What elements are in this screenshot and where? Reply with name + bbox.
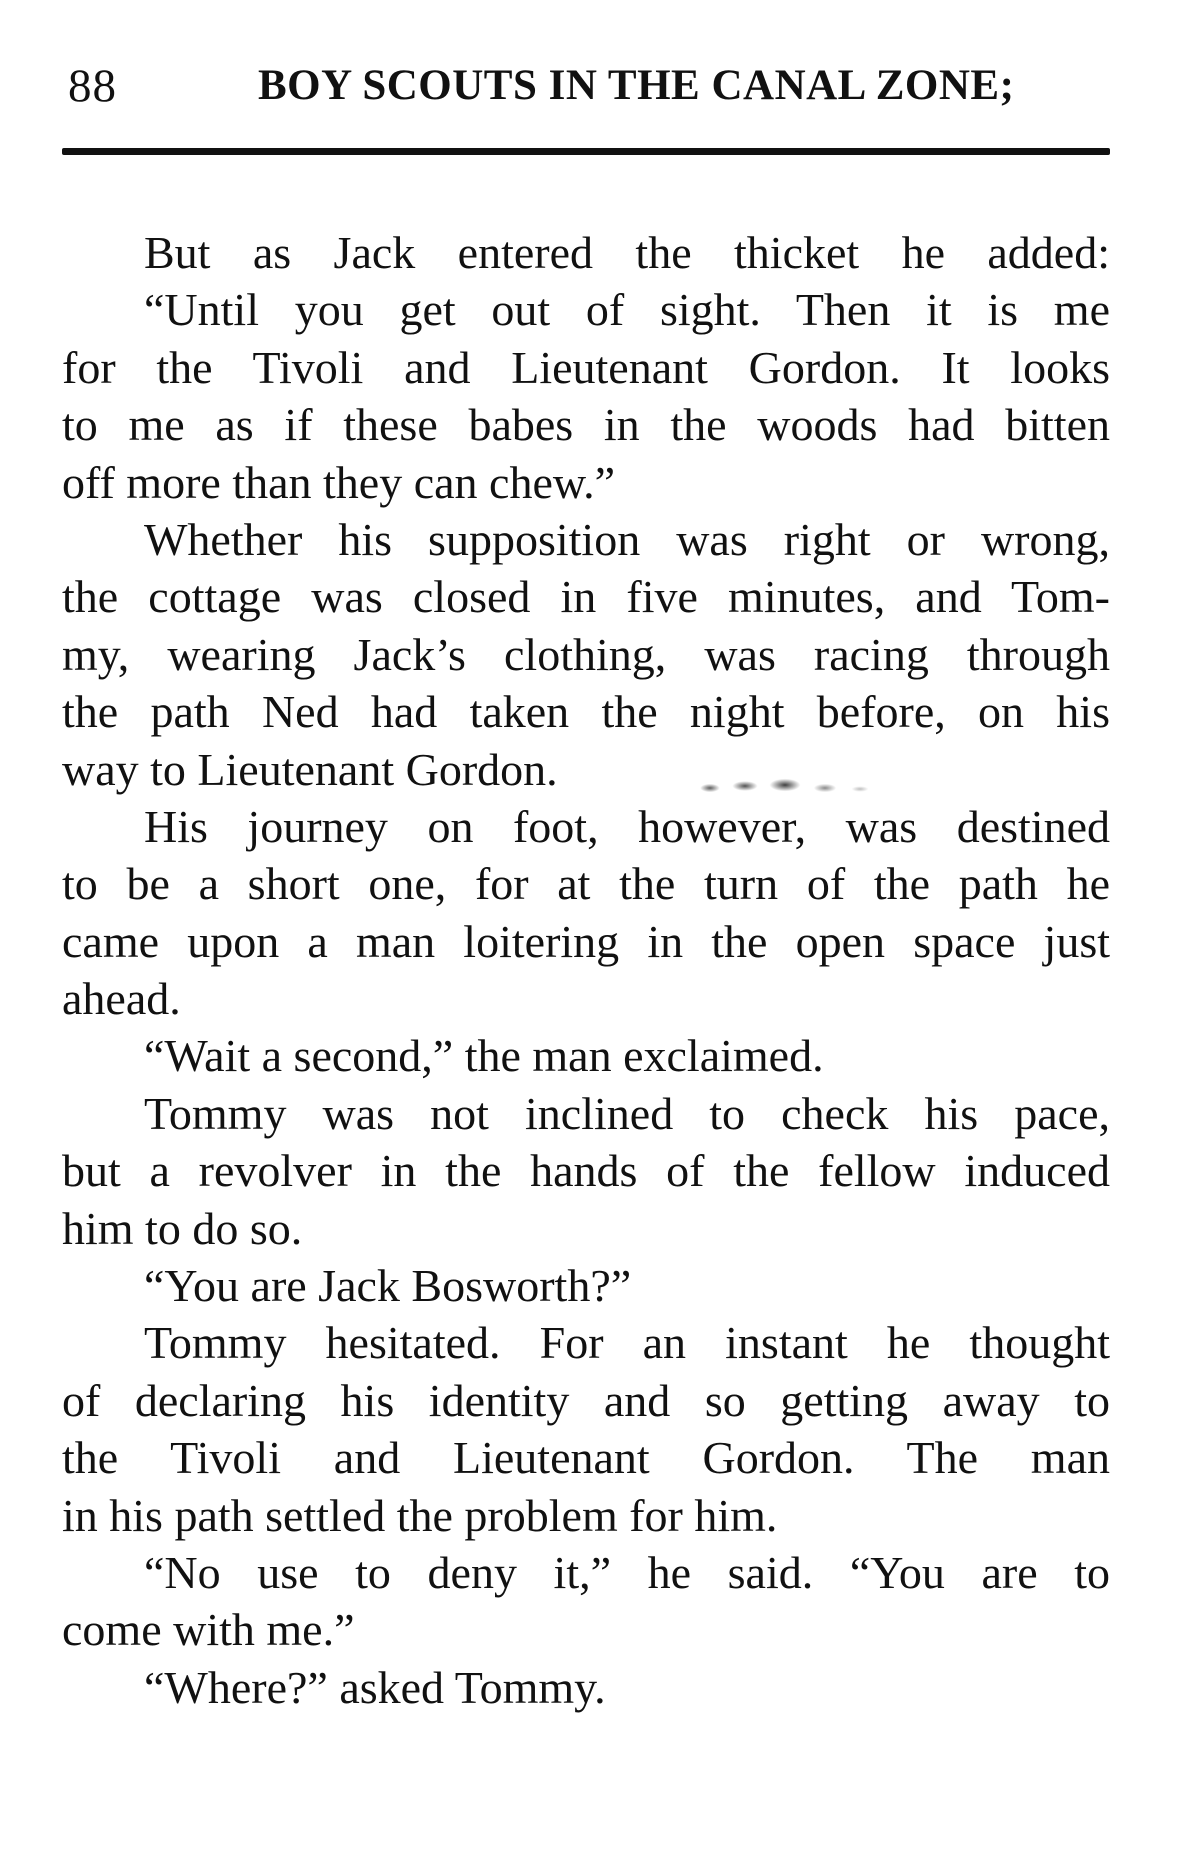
body-text (62, 224, 1110, 1716)
text-line: come with me.” (62, 1604, 355, 1656)
text-line: to be a short one, for at the turn of the path he (62, 858, 1110, 910)
text-line: but a revolver in the hands of the fellow induced (62, 1145, 1110, 1197)
running-title: BOY SCOUTS IN THE CANAL ZONE; (258, 62, 1015, 109)
text-line: for the Tivoli and Lieutenant Gordon. It looks (62, 341, 1110, 393)
page-number: 88 (68, 60, 117, 112)
text-line: my, wearing Jack’s clothing, was racing through (62, 628, 1110, 680)
running-head (68, 56, 1108, 116)
text-line: Tommy hesitated. For an instant he thought (144, 1317, 1110, 1369)
text-line: “No use to deny it,” he said. “You are to (144, 1546, 1110, 1598)
text-line: “Wait a second,” the man exclaimed. (144, 1030, 824, 1082)
text-line: to me as if these babes in the woods had bitten (62, 399, 1110, 451)
text-line: him to do so. (62, 1202, 303, 1254)
text-line: His journey on foot, however, was destined (144, 800, 1110, 852)
text-line: But as Jack entered the thicket he added: (144, 227, 1110, 278)
text-line: in his path settled the problem for him. (62, 1489, 778, 1541)
text-line: off more than they can chew.” (62, 456, 616, 508)
text-line: the path Ned had taken the night before, on his (62, 686, 1110, 738)
text-line: “Where?” asked Tommy. (144, 1661, 606, 1713)
text-line: ahead. (62, 973, 181, 1025)
text-line: Tommy was not inclined to check his pace, (144, 1087, 1110, 1139)
ink-smudge (690, 776, 880, 798)
text-line: Whether his supposition was right or wrong, (144, 513, 1110, 565)
text-line: “Until you get out of sight. Then it is me (144, 284, 1110, 336)
text-line: “You are Jack Bosworth?” (144, 1260, 632, 1312)
text-line: of declaring his identity and so getting away to (62, 1374, 1110, 1426)
text-line: came upon a man loitering in the open space just (62, 915, 1110, 967)
header-rule (62, 148, 1110, 155)
text-line: the Tivoli and Lieutenant Gordon. The man (62, 1432, 1110, 1484)
text-line: the cottage was closed in five minutes, and Tom- (62, 571, 1110, 623)
text-line: way to Lieutenant Gordon. (62, 743, 558, 795)
